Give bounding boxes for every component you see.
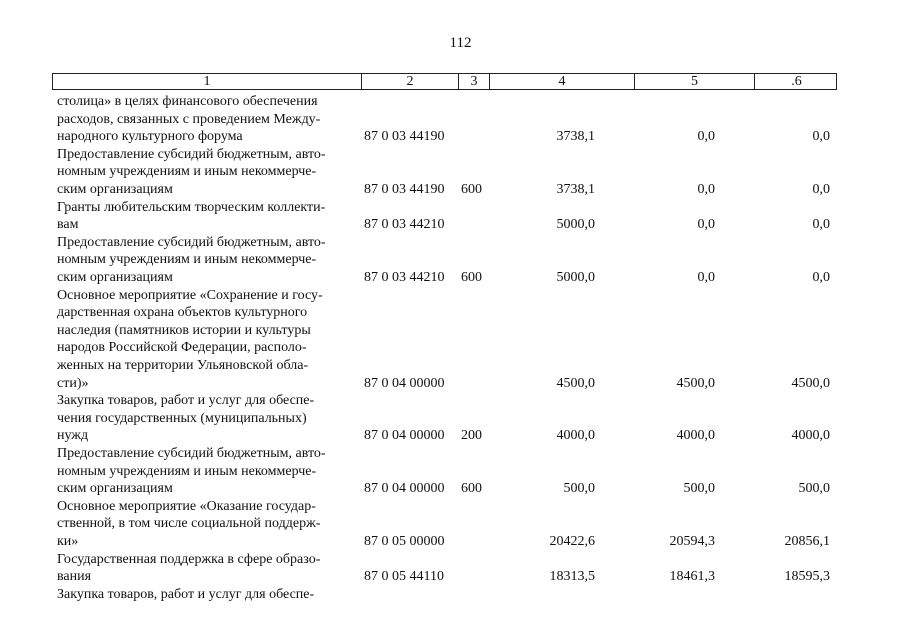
- table-row: [0, 498, 905, 551]
- description-line: ки»: [57, 533, 79, 549]
- table-row: [0, 234, 905, 287]
- description-line: столица» в целях финансового обеспечения: [57, 94, 318, 109]
- row-value-col4: 5000,0: [556, 217, 595, 233]
- table-row: [0, 445, 905, 498]
- header-col-4: 4: [490, 74, 635, 89]
- row-value-col5: 0,0: [697, 129, 715, 145]
- row-code: 87 0 03 44190: [364, 129, 445, 145]
- description-line: номным учреждениям и иным некоммерче-: [57, 164, 317, 180]
- row-expense-type: 600: [461, 481, 482, 497]
- row-value-col5: 18461,3: [669, 569, 715, 585]
- row-value-col6: 4000,0: [791, 428, 830, 444]
- row-value-col5: 20594,3: [669, 534, 715, 549]
- description-line: ским организациям: [57, 181, 173, 197]
- row-value-col6: 0,0: [812, 129, 830, 145]
- row-value-col4: 4000,0: [556, 428, 595, 444]
- table-row: [0, 551, 905, 586]
- description-line: дарственная охрана объектов культурного: [57, 305, 308, 321]
- row-code: 87 0 04 00000: [364, 375, 445, 391]
- description-line: народного культурного форума: [57, 129, 243, 145]
- header-col-3: 3: [459, 74, 490, 89]
- description-line: Основное мероприятие «Сохранение и госу-: [57, 287, 323, 303]
- description-line: женных на территории Ульяновской обла-: [57, 357, 309, 373]
- table-row: [0, 93, 905, 146]
- row-description: [57, 551, 350, 586]
- description-line: Закупка товаров, работ и услуг для обеспе-: [57, 393, 315, 409]
- description-line: Предоставление субсидий бюджетным, авто-: [57, 146, 326, 162]
- row-value-col5: 0,0: [697, 270, 715, 285]
- row-value-col5: 4000,0: [676, 428, 715, 444]
- description-line: вам: [57, 217, 79, 233]
- row-expense-type: 600: [461, 270, 482, 285]
- description-line: Закупка товаров, работ и услуг для обеспе-: [57, 586, 315, 602]
- row-code: 87 0 04 00000: [364, 428, 445, 444]
- row-code: 87 0 03 44210: [364, 270, 445, 285]
- row-value-col5: 0,0: [697, 182, 715, 197]
- row-description: [57, 392, 350, 445]
- row-description: [57, 287, 350, 393]
- header-col-1: 1: [53, 74, 362, 89]
- row-value-col4: 20422,6: [549, 534, 595, 549]
- description-line: Гранты любительским творческим коллекти-: [57, 199, 326, 215]
- row-description: [57, 199, 350, 234]
- description-line: вания: [57, 569, 92, 585]
- description-line: чения государственных (муниципальных): [57, 410, 307, 426]
- description-line: сти)»: [57, 375, 89, 391]
- table-row: [0, 146, 905, 199]
- description-line: номным учреждениям и иным некоммерче-: [57, 463, 317, 479]
- page-number: 112: [449, 35, 472, 51]
- table-row: [0, 586, 905, 604]
- description-line: расходов, связанных с проведением Между-: [57, 111, 321, 127]
- row-code: 87 0 05 00000: [364, 534, 445, 549]
- description-line: наследия (памятников истории и культуры: [57, 322, 311, 338]
- row-value-col6: 0,0: [812, 182, 830, 197]
- table-row: [0, 392, 905, 445]
- description-line: Предоставление субсидий бюджетным, авто-: [57, 446, 326, 461]
- row-expense-type: 600: [461, 182, 482, 197]
- row-value-col4: 500,0: [563, 481, 595, 497]
- row-value-col6: 0,0: [812, 217, 830, 233]
- row-value-col4: 5000,0: [556, 270, 595, 285]
- table-row: [0, 199, 905, 234]
- header-col-6: .6: [791, 74, 802, 89]
- row-code: 87 0 03 44210: [364, 217, 445, 233]
- description-line: ским организациям: [57, 269, 173, 285]
- row-value-col4: 4500,0: [556, 375, 595, 391]
- row-value-col6: 20856,1: [784, 534, 830, 549]
- row-value-col6: 18595,3: [784, 569, 830, 585]
- row-description: [57, 93, 350, 146]
- header-col-2: 2: [362, 74, 459, 89]
- row-code: 87 0 03 44190: [364, 182, 445, 197]
- table-row: [0, 287, 905, 393]
- description-line: номным учреждениям и иным некоммерче-: [57, 252, 317, 268]
- description-line: Предоставление субсидий бюджетным, авто-: [57, 234, 326, 250]
- row-value-col6: 4500,0: [791, 375, 830, 391]
- row-description: [57, 146, 350, 199]
- row-value-col6: 500,0: [798, 481, 830, 497]
- description-line: Государственная поддержка в сфере образо-: [57, 551, 321, 567]
- description-line: ственной, в том числе социальной поддерж-: [57, 516, 321, 532]
- description-line: народов Российской Федерации, располо-: [57, 340, 307, 356]
- row-description: [57, 498, 350, 551]
- table-header: [52, 73, 837, 90]
- row-value-col4: 18313,5: [549, 569, 595, 585]
- row-description: [57, 445, 350, 498]
- row-value-col5: 500,0: [683, 481, 715, 497]
- row-expense-type: 200: [461, 428, 482, 444]
- row-description: [57, 234, 350, 287]
- row-code: 87 0 05 44110: [364, 569, 444, 585]
- row-value-col5: 0,0: [697, 217, 715, 233]
- description-line: нужд: [57, 428, 89, 444]
- row-value-col6: 0,0: [812, 270, 830, 285]
- row-value-col4: 3738,1: [556, 129, 595, 145]
- row-value-col4: 3738,1: [556, 182, 595, 197]
- description-line: Основное мероприятие «Оказание государ-: [57, 498, 316, 514]
- row-code: 87 0 04 00000: [364, 481, 445, 497]
- header-col-5: 5: [635, 74, 755, 89]
- row-description: [57, 586, 350, 604]
- description-line: ским организациям: [57, 481, 173, 497]
- row-value-col5: 4500,0: [676, 375, 715, 391]
